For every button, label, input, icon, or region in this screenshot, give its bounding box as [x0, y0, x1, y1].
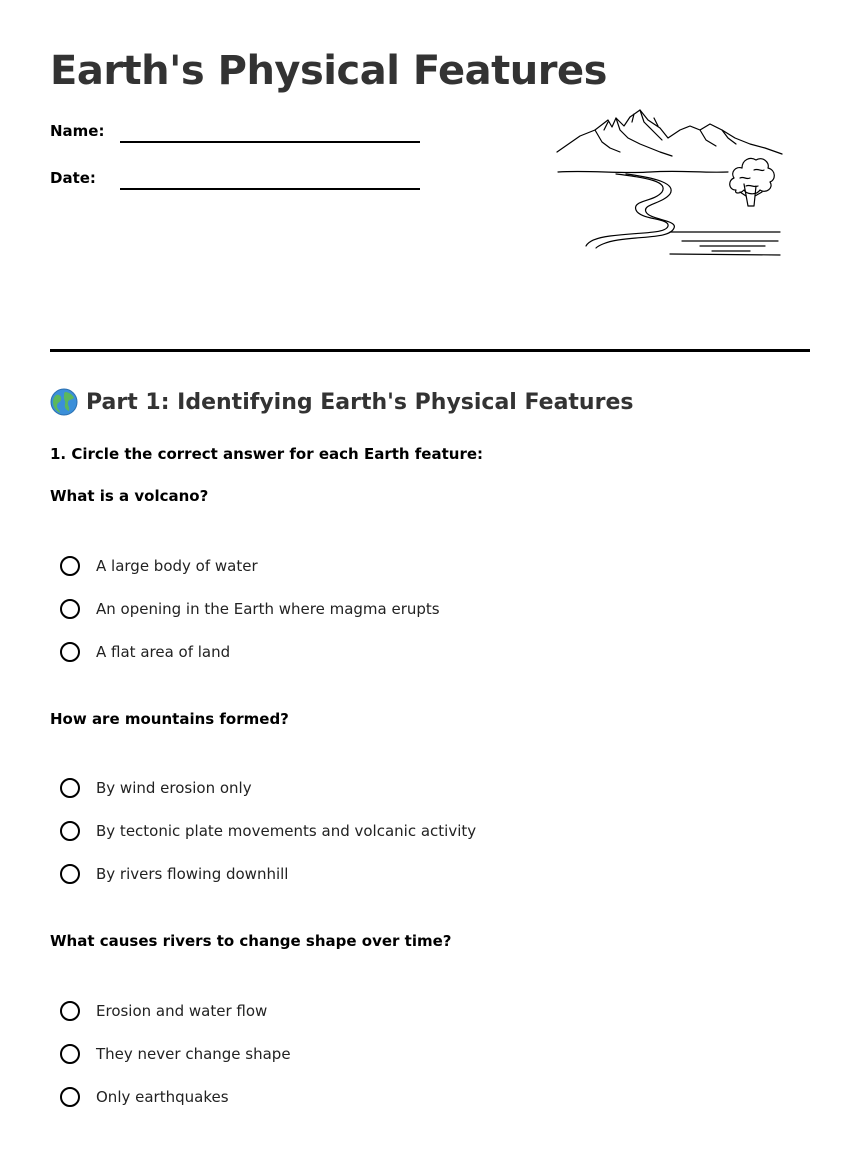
option-label: An opening in the Earth where magma erupts [96, 600, 440, 618]
radio-circle[interactable] [60, 821, 80, 841]
question-2-option-1[interactable] [60, 775, 252, 801]
radio-circle[interactable] [60, 864, 80, 884]
radio-circle[interactable] [60, 1087, 80, 1107]
date-label: Date: [50, 169, 96, 187]
question-1-option-3[interactable] [60, 639, 230, 665]
question-2-option-2[interactable] [60, 818, 476, 844]
name-field [50, 118, 430, 148]
radio-circle[interactable] [60, 1044, 80, 1064]
part1-heading [50, 388, 633, 416]
date-field [50, 165, 430, 195]
option-label: A flat area of land [96, 643, 231, 661]
question-1-option-2[interactable] [60, 596, 440, 622]
question-1-option-1[interactable] [60, 553, 258, 579]
question-3-text: What causes rivers to change shape over time? [50, 932, 452, 950]
radio-circle[interactable] [60, 599, 80, 619]
section-divider [50, 349, 810, 352]
date-input-line[interactable] [120, 188, 420, 190]
radio-circle[interactable] [60, 778, 80, 798]
name-input-line[interactable] [120, 141, 420, 143]
page-title: Earth's Physical Features [50, 48, 607, 94]
option-label: By tectonic plate movements and volcanic activity [96, 822, 477, 840]
instruction-text: 1. Circle the correct answer for each Earth feature: [50, 445, 484, 463]
question-2-option-3[interactable] [60, 861, 288, 887]
question-3-option-1[interactable] [60, 998, 267, 1024]
radio-circle[interactable] [60, 556, 80, 576]
question-3-option-2[interactable] [60, 1041, 291, 1067]
option-label: Only earthquakes [96, 1088, 229, 1106]
name-label: Name: [50, 122, 105, 140]
radio-circle[interactable] [60, 1001, 80, 1021]
question-1-text: What is a volcano? [50, 487, 209, 505]
option-label: Erosion and water flow [96, 1002, 268, 1020]
radio-circle[interactable] [60, 642, 80, 662]
landscape-mountains-river-tree-icon [550, 100, 790, 265]
option-label: A large body of water [96, 557, 258, 575]
question-2-text: How are mountains formed? [50, 710, 289, 728]
option-label: By wind erosion only [96, 779, 252, 797]
part1-heading-text: Part 1: Identifying Earth's Physical Features [86, 389, 634, 415]
option-label: By rivers flowing downhill [96, 865, 289, 883]
option-label: They never change shape [96, 1045, 291, 1063]
globe-icon [50, 388, 78, 416]
question-3-option-3[interactable] [60, 1084, 229, 1110]
